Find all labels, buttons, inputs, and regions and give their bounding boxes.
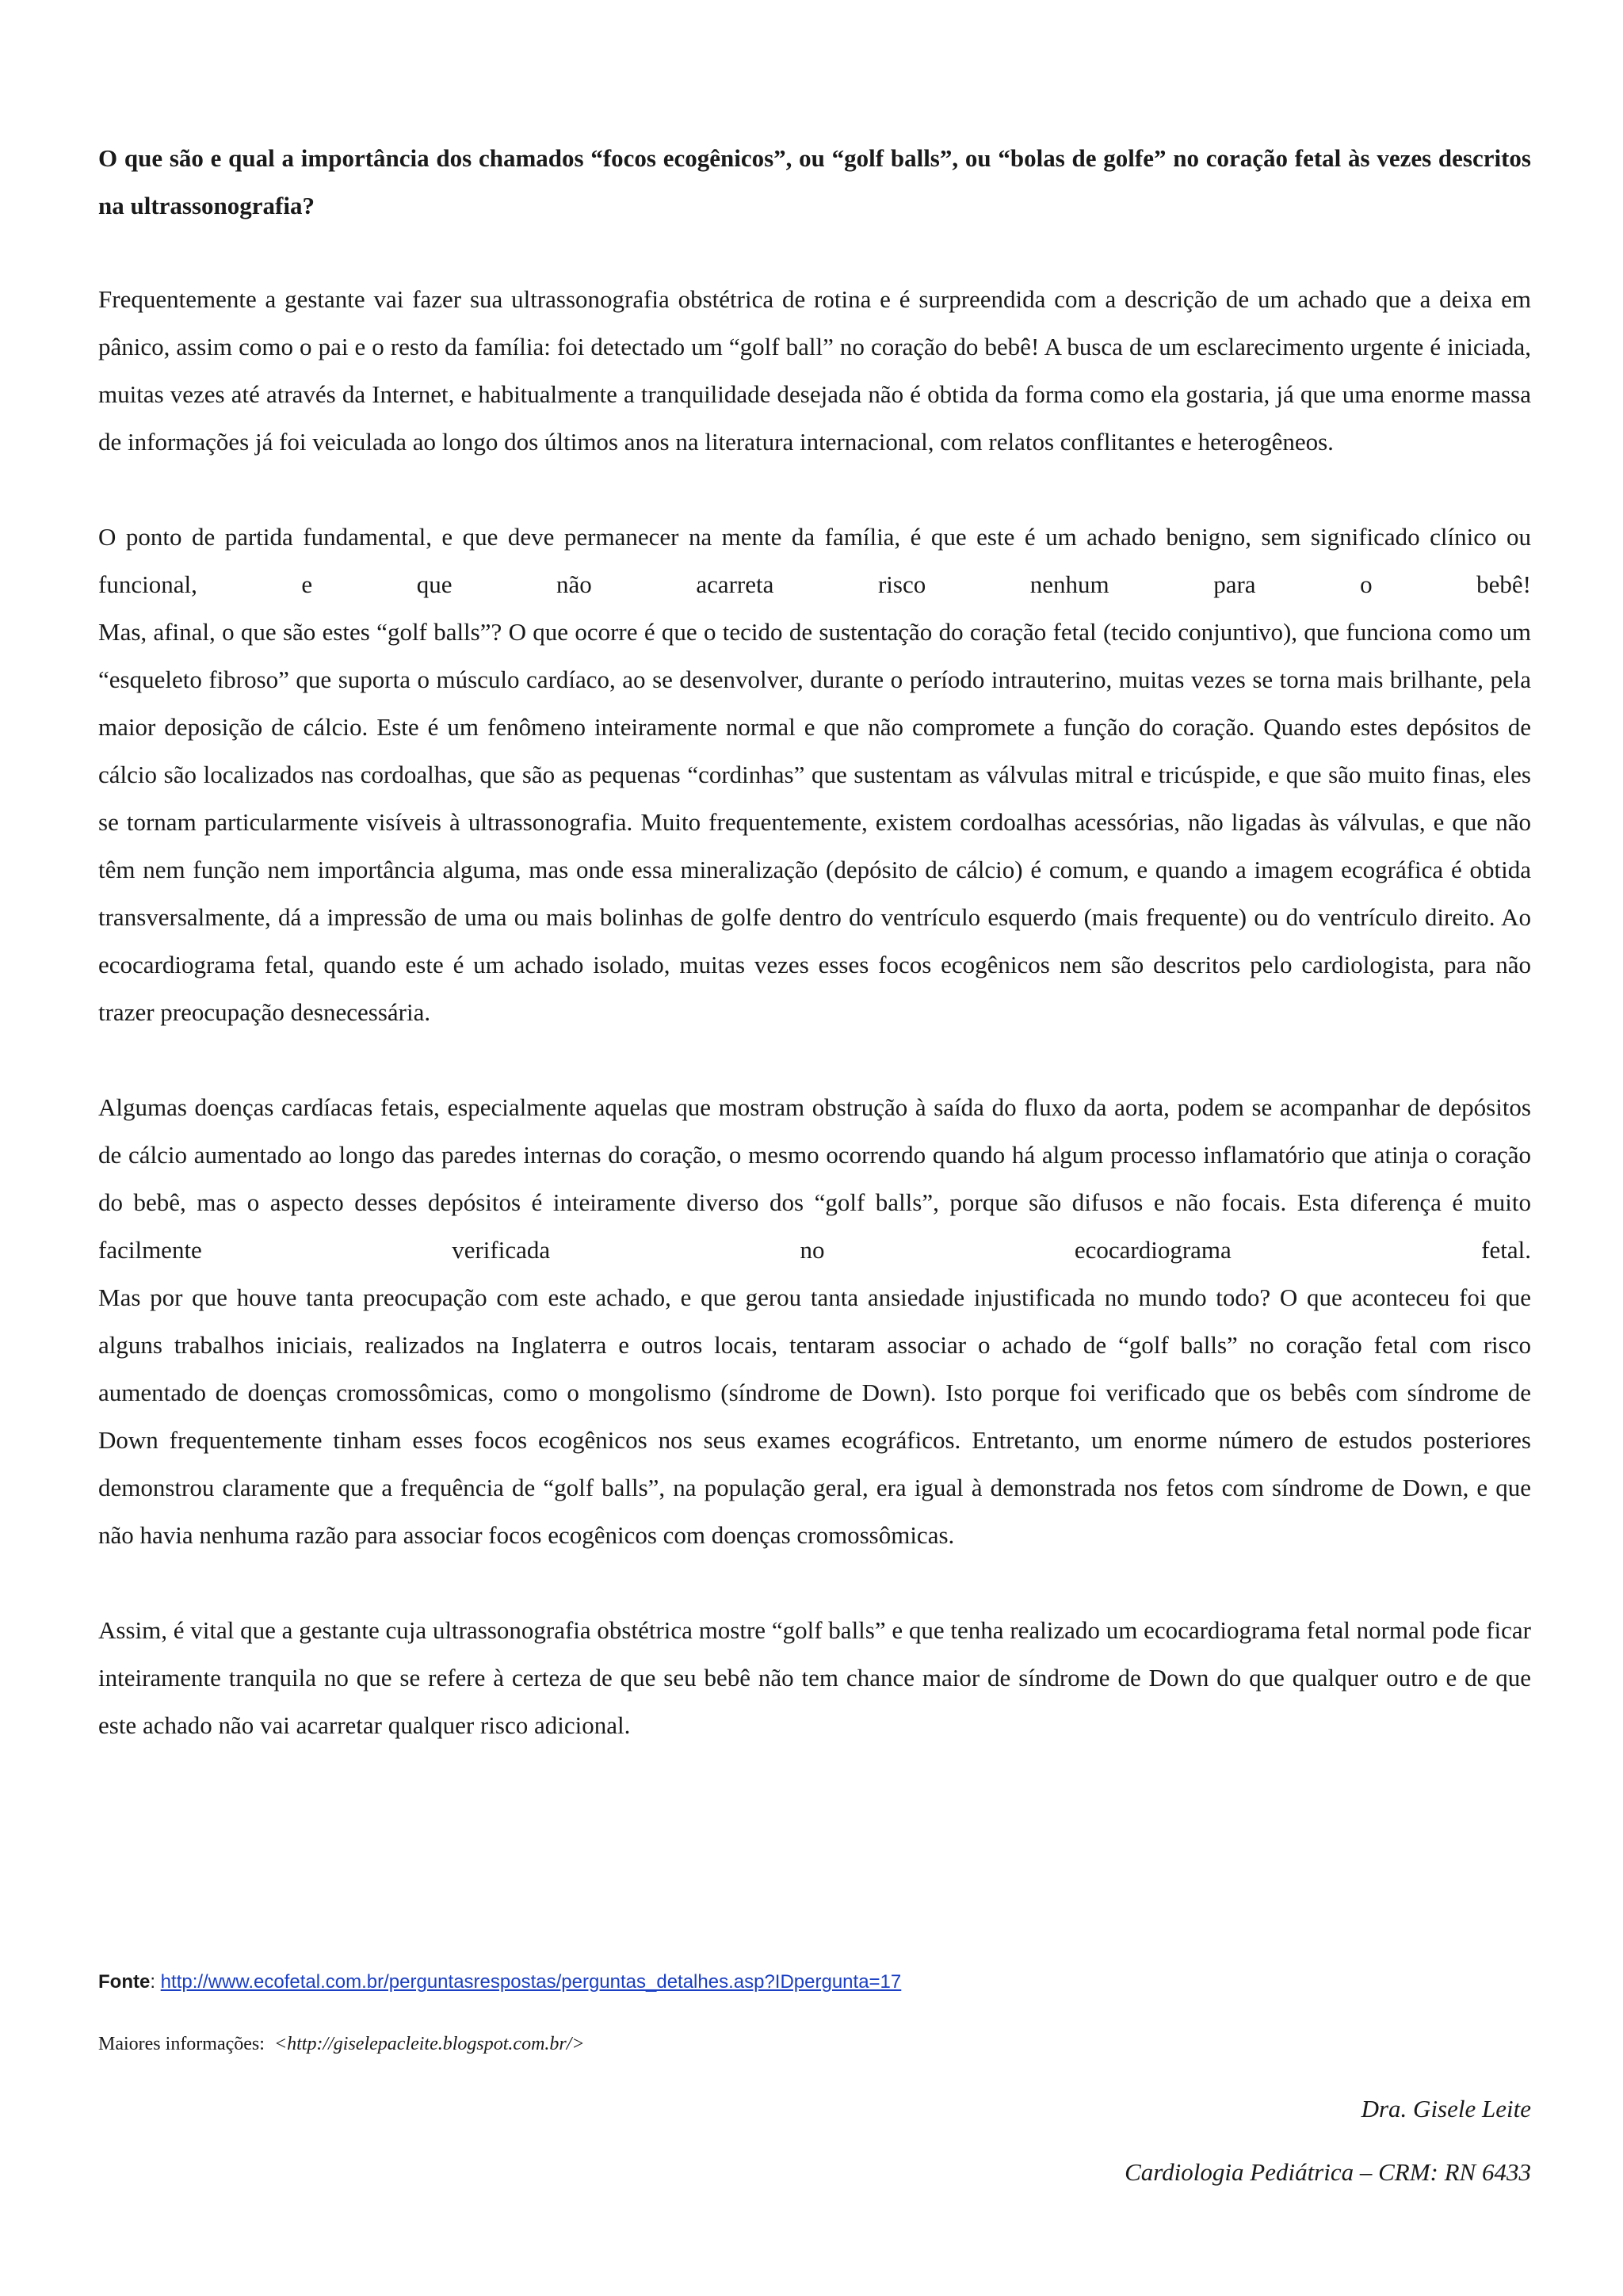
paragraph-differential — [98, 1084, 1531, 1559]
paragraph-explanation: Mas, afinal, o que são estes “golf balls”? O que ocorre é que o tecido de sustentação do coração fetal (tecido conjuntivo), que funciona como um “esqueleto fibroso” que suporta o músculo cardíaco, ao se desenvolver, durante o período intrauterino, muitas vezes se torna mais brilhante, pela maior deposição de cálcio. Este é um fenômeno inteiramente normal e que não compromete a função do coração. Quando estes depósitos de cálcio são localizados nas cordoalhas, que são as pequenas “cordinhas” que sustentam as válvulas mitral e tricúspide, e que são muito finas, eles se tornam particularmente visíveis à ultrassonografia. Muito frequentemente, existem cordoalhas acessórias, não ligadas às válvulas, e que não têm nem função nem importância alguma, mas onde essa mineralização (depósito de cálcio) é comum, e quando a imagem ecográfica é obtida transversalmente, dá a impressão de uma ou mais bolinhas de golfe dentro do ventrículo esquerdo (mais frequente) ou do ventrículo direito. Ao ecocardiograma fetal, quando este é um achado isolado, muitas vezes esses focos ecogênicos nem são descritos pelo cardiologista, para não trazer preocupação desnecessária. — [98, 618, 1531, 1026]
source-separator: : — [150, 1971, 161, 1993]
more-info-line — [98, 2034, 585, 2055]
more-info-url: <http://giselepacleite.blogspot.com.br/> — [273, 2034, 585, 2054]
paragraph-history: Mas por que houve tanta preocupação com este achado, e que gerou tanta ansiedade injustificada no mundo todo? O que aconteceu foi que alguns trabalhos iniciais, realizados na Inglaterra e outros locais, tentaram associar o achado de “golf balls” no coração fetal com risco aumentado de doenças cromossômicas, como o mongolismo (síndrome de Down). Isto porque foi verificado que os bebês com síndrome de Down frequentemente tinham esses focos ecogênicos nos seus exames ecográficos. Entretanto, um enorme número de estudos posteriores demonstrou claramente que a frequência de “golf balls”, na população geral, era igual à demonstrada nos fetos com síndrome de Down, e que não havia nenhuma razão para associar focos ecogênicos com doenças cromossômicas. — [98, 1283, 1531, 1549]
source-label: Fonte — [98, 1971, 151, 1993]
signature-name: Dra. Gisele Leite — [1361, 2095, 1531, 2122]
more-info-label: Maiores informações: — [98, 2034, 274, 2054]
paragraph-disease-calcium: Algumas doenças cardíacas fetais, especialmente aquelas que mostram obstrução à saída do fluxo da aorta, podem se acompanhar de depósitos de cálcio aumentado ao longo das paredes internas do coração, o mesmo ocorrendo quando há algum processo inflamatório que atinja o coração do bebê, mas o aspecto desses depósitos é inteiramente diverso dos “golf balls”, porque são difusos e não focais. Esta diferença é muito facilmente verificada no ecocardiograma fetal. — [98, 1093, 1531, 1264]
source-link[interactable]: http://www.ecofetal.com.br/perguntasrespostas/perguntas_detalhes.asp?IDpergunta=17 — [160, 1971, 902, 1993]
document-body — [98, 135, 1531, 1797]
paragraph-definition — [98, 513, 1531, 1036]
source-line — [98, 1971, 901, 1993]
signature-credentials: Cardiologia Pediátrica – CRM: RN 6433 — [1125, 2158, 1531, 2186]
paragraph-benign-statement: O ponto de partida fundamental, e que deve permanecer na mente da família, é que este é um achado benigno, sem significado clínico ou funcional, e que não acarreta risco nenhum para o bebê! — [98, 523, 1531, 598]
paragraph-intro: Frequentemente a gestante vai fazer sua ultrassonografia obstétrica de rotina e é surpreendida com a descrição de um achado que a deixa em pânico, assim como o pai e o resto da família: foi detectado um “golf ball” no coração do bebê! A busca de um esclarecimento urgente é iniciada, muitas vezes até através da Internet, e habitualmente a tranquilidade desejada não é obtida da forma como ela gostaria, já que uma enorme massa de informações já foi veiculada ao longo dos últimos anos na literatura internacional, com relatos conflitantes e heterogêneos. — [98, 285, 1531, 456]
document-title: O que são e qual a importância dos chamados “focos ecogênicos”, ou “golf balls”, ou “bolas de golfe” no coração fetal às vezes descritos na ultrassonografia? — [98, 144, 1531, 219]
paragraph-conclusion: Assim, é vital que a gestante cuja ultrassonografia obstétrica mostre “golf balls” e que tenha realizado um ecocardiograma fetal normal pode ficar inteiramente tranquila no que se refere à certeza de que seu bebê não tem chance maior de síndrome de Down do que qualquer outro e de que este achado não vai acarretar qualquer risco adicional. — [98, 1616, 1531, 1739]
